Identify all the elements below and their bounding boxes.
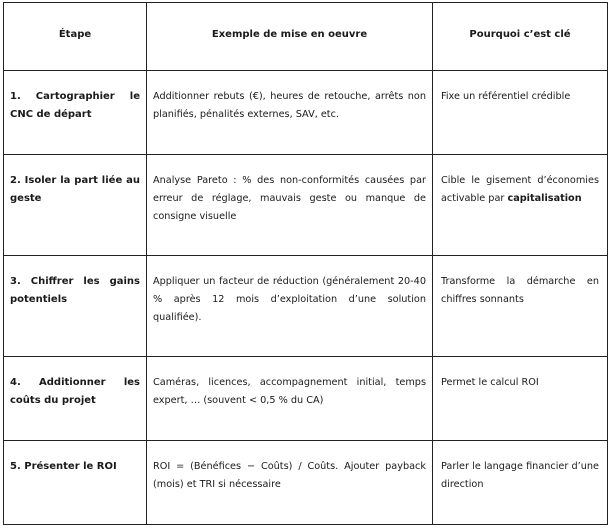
- example-cell: [147, 155, 433, 256]
- example-text: Analyse Pareto : % des non-conformités causées par erreur de réglage, mauvais geste ou manque de consigne visuelle: [153, 175, 426, 222]
- roi-steps-table: [3, 2, 608, 525]
- why-cell: [433, 441, 608, 525]
- step-label: 3. Chiffrer les gains potentiels: [10, 276, 140, 305]
- why-text: [433, 441, 607, 494]
- table-row: [4, 71, 608, 155]
- step-label: 4. Additionner les coûts du projet: [10, 377, 140, 406]
- step-cell: [4, 71, 147, 155]
- why-cell: [433, 357, 608, 441]
- why-cell: [433, 71, 608, 155]
- why-emphasis: capitalisation: [507, 193, 582, 204]
- why-plain: Fixe un référentiel crédible: [441, 91, 571, 102]
- why-text: [433, 256, 607, 309]
- why-text: [433, 71, 607, 106]
- header-example: Exemple de mise en oeuvre: [147, 3, 433, 71]
- step-cell: [4, 441, 147, 525]
- why-cell: [433, 155, 608, 256]
- step-cell: [4, 256, 147, 357]
- step-label: 5. Présenter le ROI: [10, 461, 117, 472]
- table-header-row: [4, 3, 608, 71]
- header-step: Étape: [4, 3, 147, 71]
- example-text: Caméras, licences, accompagnement initial, temps expert, … (souvent < 0,5 % du CA): [153, 377, 426, 406]
- table-row: [4, 441, 608, 525]
- why-plain: Transforme la démarche en chiffres sonnants: [441, 276, 599, 305]
- step-cell: [4, 357, 147, 441]
- example-cell: [147, 71, 433, 155]
- table-row: [4, 357, 608, 441]
- header-why: Pourquoi c’est clé: [433, 3, 608, 71]
- why-plain: Cible le gisement d’économies activable par: [441, 175, 599, 204]
- why-plain: Parler le langage financier d’une direction: [441, 461, 599, 490]
- why-text: [433, 155, 607, 208]
- why-cell: [433, 256, 608, 357]
- example-text: Additionner rebuts (€), heures de retouche, arrêts non planifiés, pénalités externes, SAV, etc.: [153, 91, 426, 120]
- step-cell: [4, 155, 147, 256]
- table-row: [4, 256, 608, 357]
- step-label: 2. Isoler la part liée au geste: [10, 175, 140, 204]
- example-text: ROI = (Bénéfices − Coûts) / Coûts. Ajouter payback (mois) et TRI si nécessaire: [153, 461, 426, 490]
- step-label: 1. Cartographier le CNC de départ: [10, 91, 140, 120]
- example-cell: [147, 441, 433, 525]
- example-cell: [147, 256, 433, 357]
- why-plain: Permet le calcul ROI: [441, 377, 539, 388]
- example-text: Appliquer un facteur de réduction (généralement 20-40 % après 12 mois d’exploitation d’une solution qualifiée).: [153, 276, 426, 323]
- table-row: [4, 155, 608, 256]
- example-cell: [147, 357, 433, 441]
- why-text: [433, 357, 607, 392]
